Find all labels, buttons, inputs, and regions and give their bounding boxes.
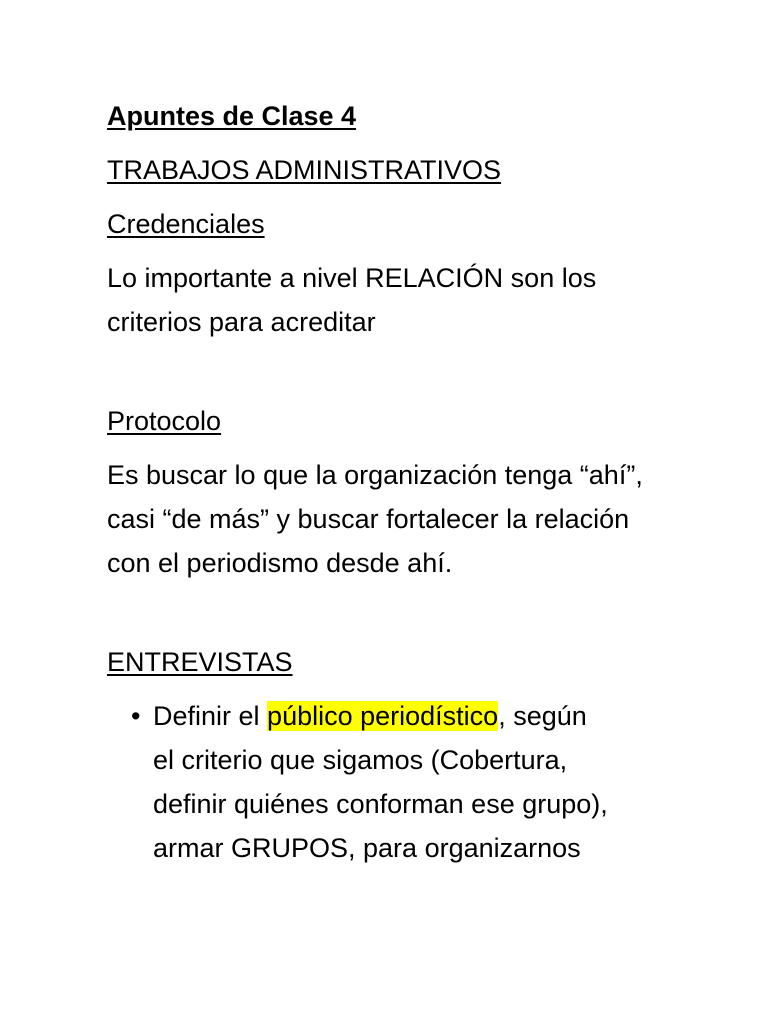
- bullet-line: el criterio que sigamos (Cobertura,: [153, 745, 568, 775]
- paragraph-line: Lo importante a nivel RELACIÓN son los: [107, 263, 597, 293]
- blank-line: [107, 595, 727, 640]
- highlighted-text: público periodístico: [267, 701, 499, 731]
- section-heading-entrevistas: ENTREVISTAS: [107, 647, 293, 677]
- document-page: [107, 94, 727, 870]
- bullet-suffix: , según: [498, 701, 587, 731]
- bullet-prefix: Definir el: [153, 701, 268, 731]
- bullet-line: armar GRUPOS, para organizarnos: [153, 833, 581, 863]
- paragraph-line: casi “de más” y buscar fortalecer la relación: [107, 504, 630, 534]
- paragraph-line: con el periodismo desde ahí.: [107, 548, 453, 578]
- bullet-line: definir quiénes conforman ese grupo),: [153, 789, 608, 819]
- paragraph-protocolo: [107, 453, 727, 585]
- paragraph-credenciales: [107, 256, 727, 344]
- list-item: [107, 694, 727, 870]
- section-heading-admin: TRABAJOS ADMINISTRATIVOS: [107, 155, 502, 185]
- blank-line: [107, 354, 727, 399]
- paragraph-line: criterios para acreditar: [107, 307, 376, 337]
- document-title: Apuntes de Clase 4: [107, 101, 357, 131]
- subheading-credenciales: Credenciales: [107, 209, 265, 239]
- bullet-first-line: [153, 694, 727, 738]
- paragraph-line: Es buscar lo que la organización tenga “ahí”,: [107, 460, 643, 490]
- bullet-list: [107, 694, 727, 870]
- subheading-protocolo: Protocolo: [107, 406, 222, 436]
- bullet-icon: •: [131, 701, 141, 731]
